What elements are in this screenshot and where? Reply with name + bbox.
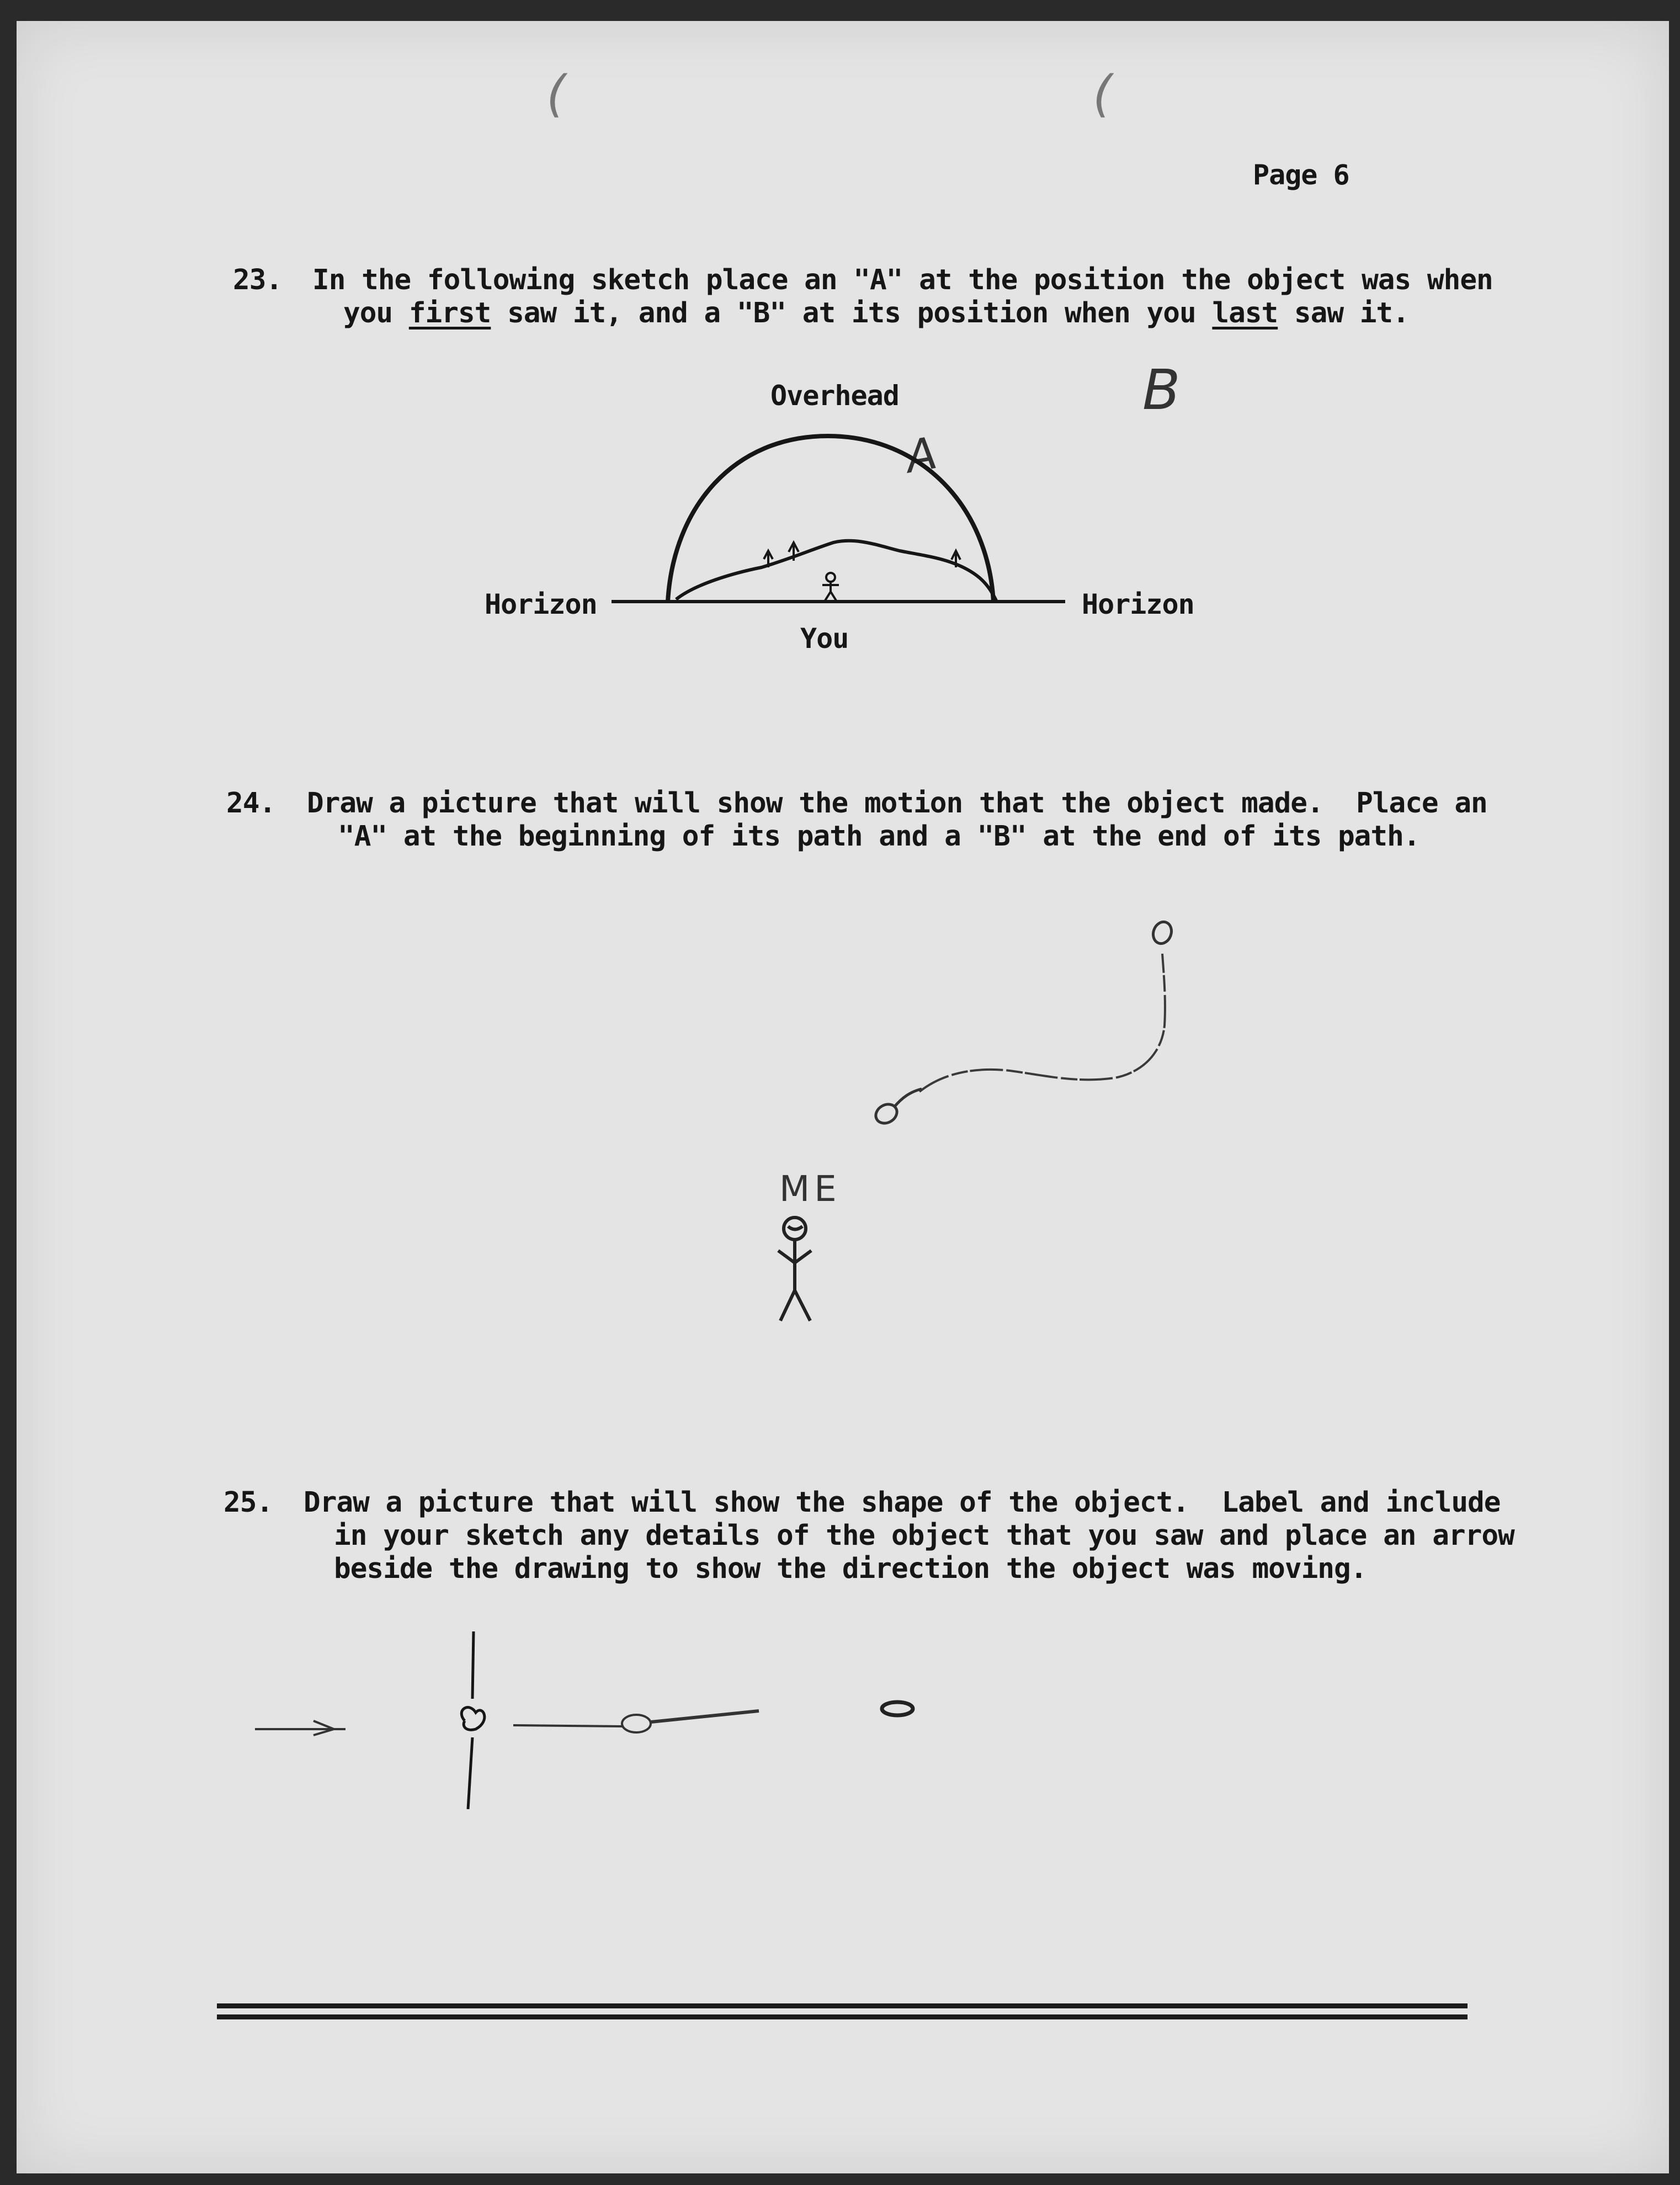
question-text-line: In the following sketch place an "A" at the position the object was when: [312, 264, 1493, 296]
object-horizontal-form: [513, 1711, 759, 1732]
hills-line: [676, 541, 996, 600]
stick-figure-me: [778, 1218, 811, 1321]
handwritten-mark-b: B: [1142, 358, 1181, 422]
question-number: 25.: [224, 1486, 273, 1519]
page-label: Page 6: [1253, 159, 1349, 191]
overhead-label: Overhead: [770, 380, 899, 412]
question-number: 23.: [233, 264, 283, 296]
handwritten-mark-a: A: [902, 427, 941, 483]
bottom-rule-bottom: [217, 2014, 1468, 2019]
sky-dome: [668, 436, 993, 602]
emphasis-last: last: [1212, 297, 1278, 329]
bottom-rule-top: [217, 2003, 1468, 2008]
question-text-line: Draw a picture that will show the motion that the object made. Place an: [307, 787, 1487, 820]
question-text-line: you first saw it, and a "B" at its position when you last saw it.: [343, 297, 1409, 329]
horizon-left-label: Horizon: [485, 588, 597, 620]
you-label: You: [800, 623, 849, 655]
question-text-line: "A" at the beginning of its path and a "B" at the end of its path.: [338, 820, 1420, 853]
object-vertical-form: [461, 1631, 485, 1809]
punch-mark-left: (: [546, 65, 566, 123]
document-page: [17, 21, 1669, 2173]
handwritten-me-label: ME: [779, 1169, 841, 1210]
drawings-layer: [17, 21, 1669, 2173]
question-text-line: Draw a picture that will show the shape of the object. Label and include: [304, 1486, 1501, 1519]
question-number: 24.: [226, 787, 276, 820]
punch-mark-right: (: [1093, 65, 1113, 123]
tree-icon: [764, 543, 960, 567]
object-small-form: [882, 1702, 913, 1715]
object-end-circle: [1150, 919, 1174, 947]
horizon-right-label: Horizon: [1082, 588, 1194, 620]
question-text-line: beside the drawing to show the direction the object was moving.: [334, 1553, 1367, 1585]
emphasis-first: first: [408, 297, 491, 329]
question-text-line: in your sketch any details of the object that you saw and place an arrow: [334, 1519, 1514, 1552]
person-icon: [822, 573, 839, 600]
direction-arrow: [255, 1721, 345, 1735]
motion-path: [919, 954, 1165, 1092]
